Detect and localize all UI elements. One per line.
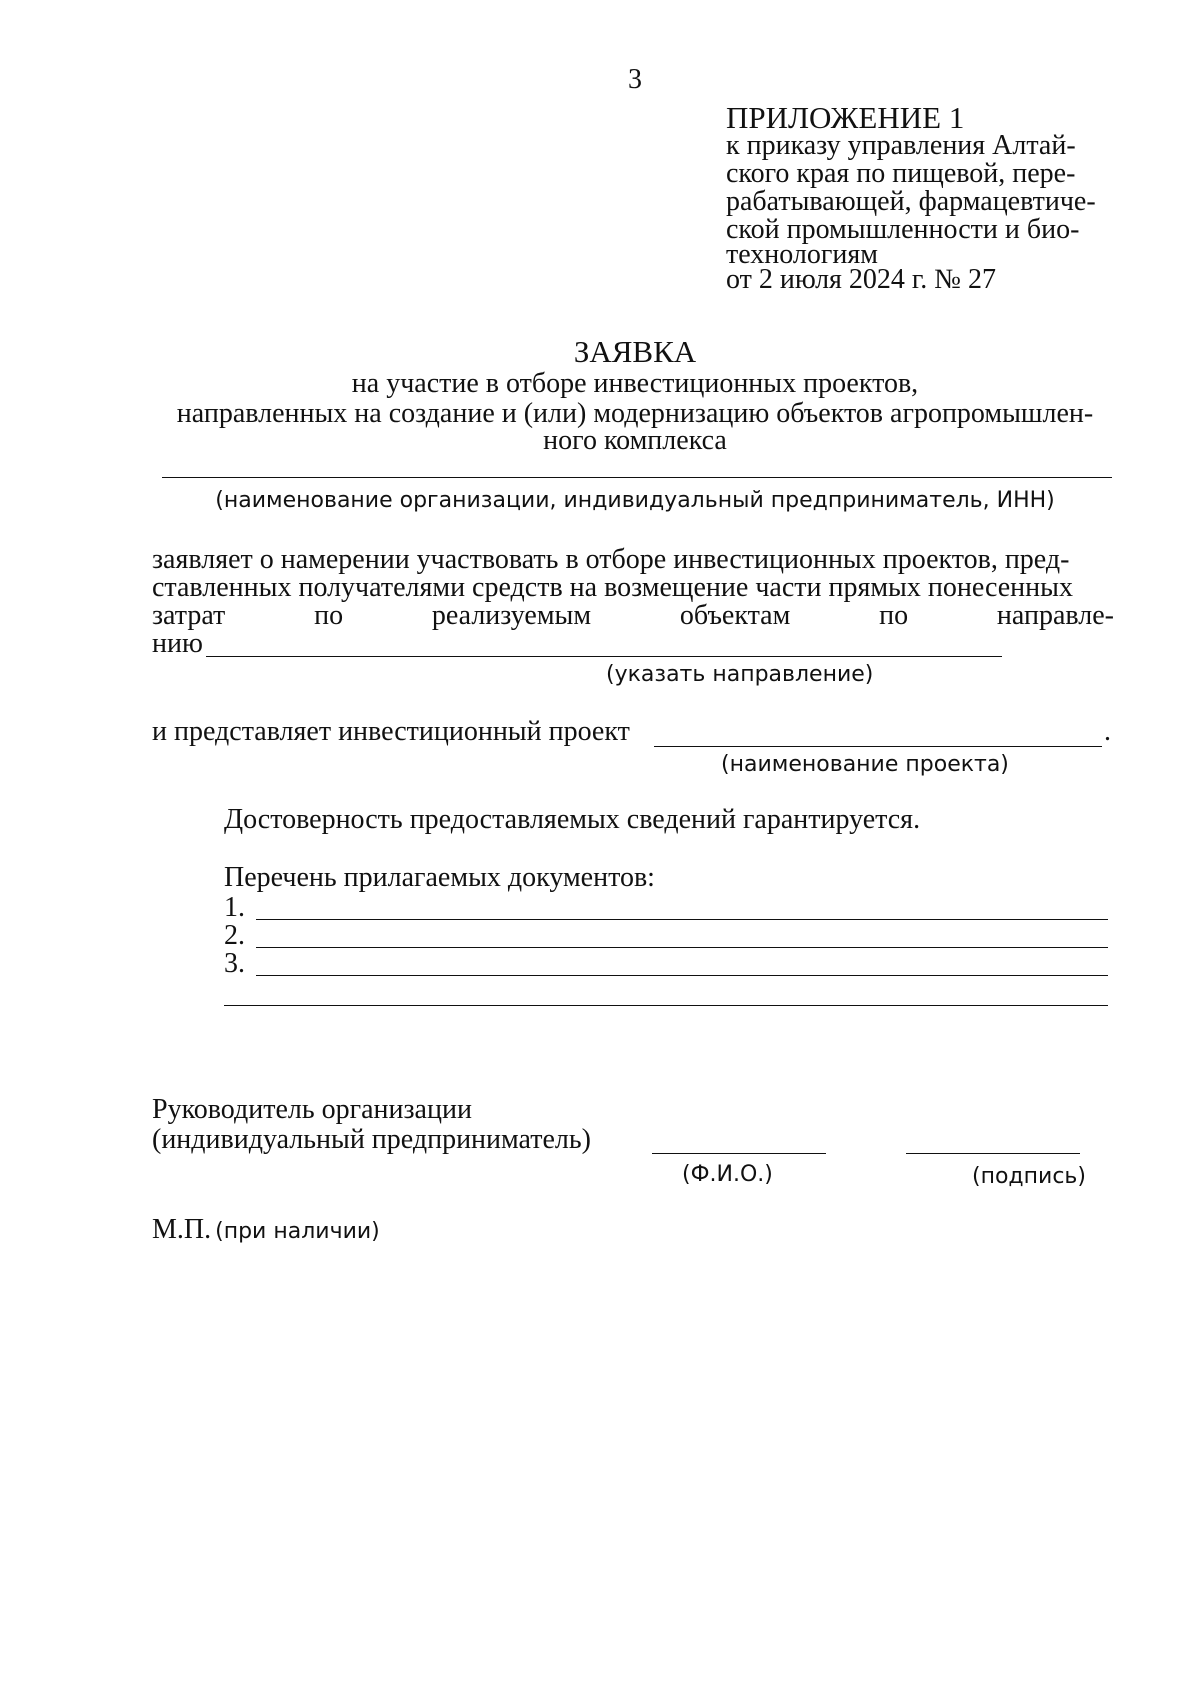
- appendix-title: ПРИЛОЖЕНИЕ 1: [726, 100, 965, 135]
- statement-word: по: [879, 600, 909, 631]
- appendix-date: от 2 июля 2024 г. № 27: [726, 264, 996, 295]
- direction-field-line[interactable]: [206, 656, 1002, 657]
- stamp-place: [152, 1214, 380, 1246]
- appendix-line: ского края по пищевой, пере-: [726, 158, 1076, 189]
- document-extra-field-line[interactable]: [224, 1005, 1108, 1006]
- statement-word: реализуемым: [431, 600, 592, 631]
- document-subtitle-line: ного комплекса: [543, 425, 727, 456]
- signature-role-detail: (индивидуальный предприниматель): [152, 1124, 591, 1155]
- document-subtitle-line: направленных на создание и (или) модернизацию объектов агропромышлен-: [176, 398, 1094, 429]
- statement-line: заявляет о намерении участвовать в отборе инвестиционных проектов, пред-: [152, 544, 1070, 575]
- fio-field-line[interactable]: [652, 1153, 826, 1154]
- statement-line: ставленных получателями средств на возмещение части прямых понесенных: [152, 572, 1073, 603]
- page-number: 3: [628, 64, 642, 95]
- statement-word: затрат: [152, 600, 226, 631]
- signature-role: Руководитель организации: [152, 1094, 472, 1125]
- signature-field-line[interactable]: [906, 1153, 1080, 1154]
- appendix-line: технологиям: [726, 239, 878, 270]
- stamp-label: М.П.: [152, 1214, 212, 1245]
- document-item-number: 1.: [224, 892, 245, 923]
- signature-caption: (подпись): [972, 1164, 1086, 1189]
- appendix-reference: [726, 132, 1096, 294]
- organization-field-line[interactable]: [162, 477, 1112, 478]
- documents-title: Перечень прилагаемых документов:: [224, 862, 655, 893]
- project-label: и представляет инвестиционный проект: [152, 716, 630, 747]
- document-subtitle-line: на участие в отборе инвестиционных проектов,: [351, 368, 919, 399]
- document-item-field-line[interactable]: [256, 947, 1108, 948]
- organization-caption: (наименование организации, индивидуальный предприниматель, ИНН): [215, 488, 1055, 513]
- fio-caption: (Ф.И.О.): [682, 1162, 773, 1187]
- document-title: ЗАЯВКА: [573, 334, 697, 369]
- appendix-line: ской промышленности и био-: [726, 214, 1080, 245]
- project-period: .: [1104, 716, 1111, 747]
- statement-word: объектам: [679, 600, 791, 631]
- appendix-line: к приказу управления Алтай-: [726, 130, 1076, 161]
- document-item-number: 2.: [224, 920, 245, 951]
- statement-word: по: [314, 600, 344, 631]
- statement-line: нию: [152, 628, 203, 659]
- guarantee-text: Достоверность предоставляемых сведений гарантируется.: [224, 804, 921, 835]
- direction-caption: (указать направление): [606, 662, 874, 687]
- document-item-field-line[interactable]: [256, 919, 1108, 920]
- appendix-line: рабатывающей, фармацевтиче-: [726, 186, 1096, 217]
- project-field-line[interactable]: [654, 746, 1102, 747]
- stamp-note: (при наличии): [215, 1219, 380, 1244]
- document-item-field-line[interactable]: [256, 975, 1108, 976]
- project-caption: (наименование проекта): [721, 752, 1009, 777]
- document-item-number: 3.: [224, 948, 245, 979]
- statement-word: направле-: [996, 600, 1114, 631]
- statement-line-justified: [152, 600, 1114, 632]
